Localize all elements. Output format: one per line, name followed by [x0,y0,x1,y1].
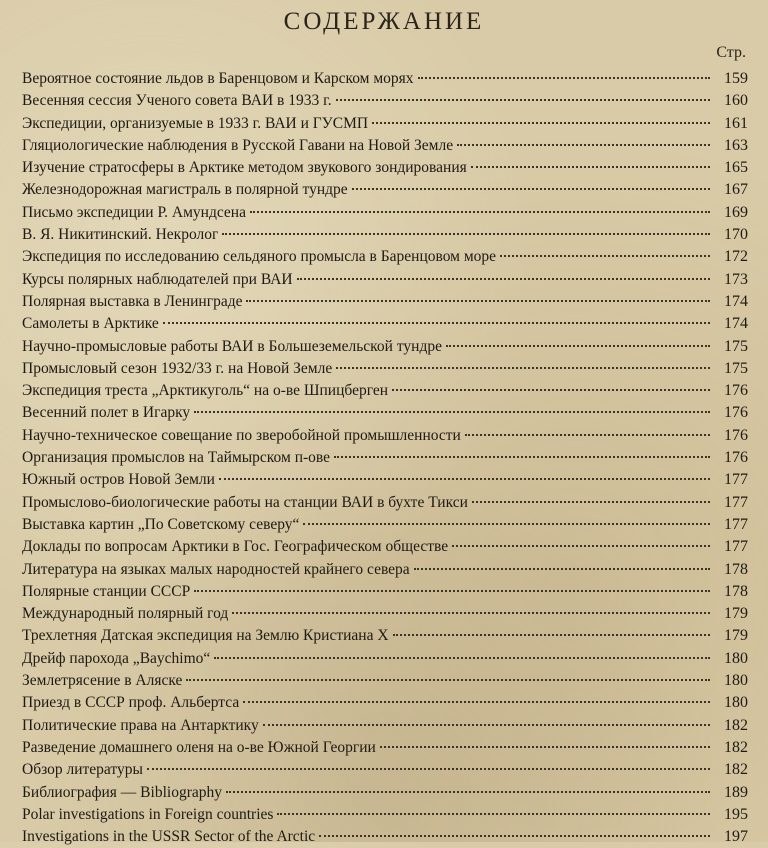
toc-entry-page: 179 [724,605,748,623]
toc-entry [22,224,748,246]
toc-entry-title: Южный остров Новой Земли [22,471,215,489]
toc-entry [22,291,748,313]
toc-entry-title: В. Я. Никитинский. Некролог [22,226,219,244]
dot-leader [393,634,710,636]
toc-entry-page: 195 [724,805,748,823]
toc-entry-title: Полярная выставка в Ленинграде [22,292,243,310]
toc-entry-title: Дрейф парохода „Baychimo“ [22,649,211,667]
toc-entry-title: Промысловый сезон 1932/33 г. на Новой Земле [22,359,333,377]
page-column-label: Стр. [716,44,746,61]
toc-entry-page: 182 [724,761,748,779]
dot-leader [194,411,710,413]
toc-entry-page: 182 [724,716,748,734]
dot-leader [457,144,710,146]
dot-leader [319,835,710,837]
toc-entry [22,269,748,291]
toc-entry [22,692,748,714]
dot-leader [297,278,710,280]
toc-entry-page: 170 [724,226,748,244]
toc-entry-title: Курсы полярных наблюдателей при ВАИ [22,270,293,288]
toc-entry [22,135,748,157]
toc-entry [22,313,748,335]
toc-entry-page: 180 [724,649,748,667]
dot-leader [471,166,710,168]
toc-entry-page: 178 [724,560,748,578]
toc-entry [22,447,748,469]
dot-leader [414,568,710,570]
toc-entry [22,826,748,848]
toc-entry [22,492,748,514]
toc-entry-page: 182 [724,738,748,756]
toc-entry-title: Промыслово-биологические работы на станции ВАИ в бухте Тикси [22,493,468,511]
dot-leader [243,701,710,703]
toc-entry-title: Самолеты в Арктике [22,315,159,333]
toc-entry [22,358,748,380]
toc-entry-page: 178 [724,582,748,600]
toc-entry [22,514,748,536]
toc-entry [22,113,748,135]
toc-entry [22,603,748,625]
dot-leader [246,300,710,302]
toc-entry-title: Investigations in the USSR Sector of the Arctic [22,828,316,846]
toc-entry [22,157,748,179]
dot-leader [277,813,710,815]
toc-entry-title: Трехлетняя Датская экспедиция на Землю Кристиана X [22,627,389,645]
dot-leader [418,77,710,79]
toc-entry-page: 177 [724,471,748,489]
dot-leader [226,791,710,793]
dot-leader [452,545,710,547]
toc-entry-page: 177 [724,515,748,533]
toc-entry-page: 174 [724,315,748,333]
toc-entry-page: 177 [724,538,748,556]
toc-entry-page: 172 [724,248,748,266]
toc-entry [22,179,748,201]
toc-entry-title: Литература на языках малых народностей крайнего севера [22,560,410,578]
toc-entry-page: 176 [724,382,748,400]
toc-entry-page: 169 [724,203,748,221]
toc-entry-page: 189 [724,783,748,801]
toc-entry [22,90,748,112]
dot-leader [163,322,710,324]
toc-entry-page: 176 [724,426,748,444]
toc-entry-page: 175 [724,359,748,377]
dot-leader [352,188,710,190]
toc-entry-title: Научно-промысловые работы ВАИ в Большеземельской тундре [22,337,442,355]
toc-entry-title: Polar investigations in Foreign countries [22,805,274,823]
toc-entry-page: 165 [724,159,748,177]
toc-entry [22,782,748,804]
toc-entry-title: Экспедиция треста „Арктикуголь“ на о-ве Шпицберген [22,382,389,400]
toc-entry [22,759,748,781]
toc-entry-title: Выставка картин „По Советскому северу“ [22,515,300,533]
toc-entry-title: Разведение домашнего оленя на о-ве Южной Георгии [22,738,376,756]
toc-entry-page: 177 [724,493,748,511]
toc-entry-title: Экспедиции, организуемые в 1933 г. ВАИ и ГУСМП [22,114,369,132]
toc-entry-page: 197 [724,828,748,846]
dot-leader [250,211,710,213]
dot-leader [446,345,710,347]
toc-entry-page: 163 [724,136,748,154]
toc-entry-title: Приезд в СССР проф. Альбертса [22,694,240,712]
toc-entry-title: Гляциологические наблюдения в Русской Гавани на Новой Земле [22,136,454,154]
toc-entry-page: 161 [724,114,748,132]
toc-entry-title: Организация промыслов на Таймырском п-ове [22,449,331,467]
toc-entry [22,625,748,647]
toc-entry-page: 159 [724,70,748,87]
dot-leader [472,501,710,503]
dot-leader [222,233,710,235]
dot-leader [372,122,710,124]
toc-entry-page: 180 [724,694,748,712]
dot-leader [186,679,710,681]
toc-entry-title: Весенний полет в Игарку [22,404,191,422]
toc-entry [22,559,748,581]
dot-leader [336,99,710,101]
toc-entry-title: Землетрясение в Аляске [22,672,183,690]
toc-entry [22,737,748,759]
toc-entry-page: 176 [724,404,748,422]
toc-entry [22,380,748,402]
toc-entry [22,804,748,826]
dot-leader [232,612,710,614]
dot-leader [380,746,710,748]
toc-entry-page: 175 [724,337,748,355]
dot-leader [465,434,710,436]
toc-entry-title: Вероятное состояние льдов в Баренцовом и Карском морях [22,70,414,87]
toc-entry [22,536,748,558]
toc-entry-page: 173 [724,270,748,288]
toc-entry [22,425,748,447]
toc-entry-title: Письмо экспедиции Р. Амундсена [22,203,246,221]
dot-leader [263,724,710,726]
dot-leader [194,590,710,592]
toc-entry [22,648,748,670]
toc-entry-title: Весенняя сессия Ученого совета ВАИ в 1933 г. [22,92,332,110]
toc-entry-title: Изучение стратосферы в Арктике методом звукового зондирования [22,159,467,177]
toc-entry [22,581,748,603]
dot-leader [334,456,710,458]
toc-entry [22,670,748,692]
dot-leader [219,478,710,480]
toc-entry-title: Научно-техническое совещание по зверобойной промышленности [22,426,461,444]
toc-entry-page: 174 [724,292,748,310]
dot-leader [500,255,710,257]
dot-leader [336,367,710,369]
table-of-contents [22,68,748,848]
toc-entry-title: Доклады по вопросам Арктики в Гос. Географическом обществе [22,538,449,556]
toc-entry-title: Железнодорожная магистраль в полярной тундре [22,181,348,199]
toc-entry [22,469,748,491]
toc-entry-title: Обзор литературы [22,761,143,779]
toc-entry [22,202,748,224]
toc-entry-page: 160 [724,92,748,110]
toc-entry [22,402,748,424]
toc-entry-title: Международный полярный год [22,605,229,623]
toc-entry [22,68,748,90]
toc-entry-title: Библиография — Bibliography [22,783,222,801]
dot-leader [303,523,710,525]
toc-entry-page: 167 [724,181,748,199]
toc-entry-page: 180 [724,672,748,690]
dot-leader [147,768,710,770]
page-title: СОДЕРЖАНИЕ [283,8,485,35]
toc-entry-title: Полярные станции СССР [22,582,191,600]
toc-entry-title: Экспедиция по исследованию сельдяного промысла в Баренцовом море [22,248,497,266]
toc-entry [22,715,748,737]
toc-entry [22,246,748,268]
dot-leader [392,389,710,391]
dot-leader [214,657,710,659]
toc-entry-page: 176 [724,449,748,467]
toc-entry [22,336,748,358]
toc-entry-page: 179 [724,627,748,645]
toc-entry-title: Политические права на Антарктику [22,716,259,734]
